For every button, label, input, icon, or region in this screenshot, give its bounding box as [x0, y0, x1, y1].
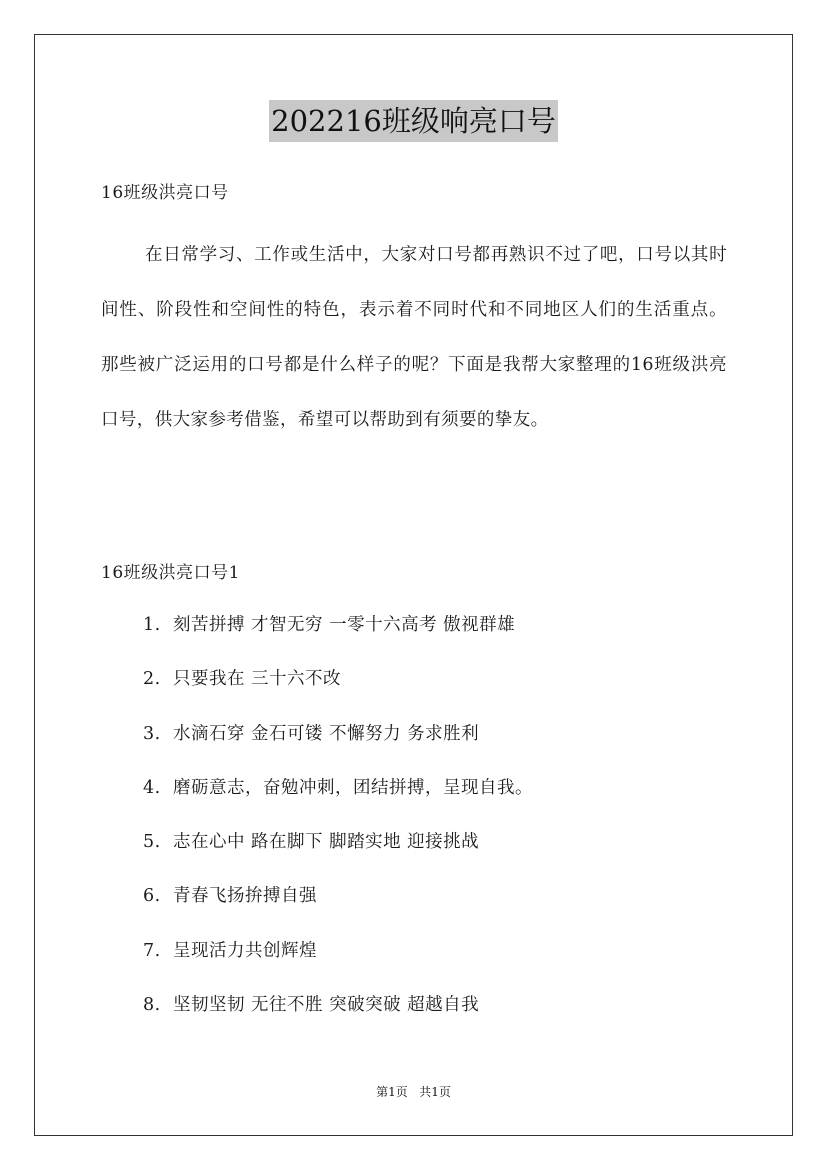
list-item — [143, 827, 533, 881]
list-item-text: 水滴石穿 金石可镂 不懈努力 务求胜利 — [173, 723, 480, 744]
list-item-text: 磨砺意志，奋勉冲刺，团结拼搏，呈现自我。 — [173, 777, 533, 798]
list-item-text: 呈现活力共创辉煌 — [173, 940, 317, 961]
intro-paragraph: 在日常学习、工作或生活中，大家对口号都再熟识不过了吧，口号以其时间性、阶段性和空间性的特色，表示着不同时代和不同地区人们的生活重点。那些被广泛运用的口号都是什么样子的呢？下面是我帮大家整理的16班级洪亮口号，供大家参考借鉴，希望可以帮助到有须要的挚友。 — [101, 245, 727, 430]
subheading: 16班级洪亮口号 — [101, 183, 229, 203]
list-item-text: 青春飞扬拚搏自强 — [173, 886, 317, 907]
list-item — [143, 881, 533, 935]
list-item-text: 坚韧坚韧 无往不胜 突破突破 超越自我 — [173, 995, 480, 1016]
total-pages: 共1页 — [419, 1085, 451, 1099]
list-item-number: 3. — [143, 723, 161, 744]
list-item-number: 8. — [143, 995, 161, 1016]
document-title: 202216班级响亮口号 — [269, 100, 558, 142]
list-item-text: 只要我在 三十六不改 — [173, 669, 342, 690]
list-item-number: 2. — [143, 669, 161, 690]
page-footer — [0, 1083, 827, 1101]
list-item-text: 刻苦拼搏 才智无穷 一零十六高考 傲视群雄 — [173, 615, 516, 635]
list-item-number: 1. — [143, 615, 161, 635]
slogan-list — [143, 610, 533, 1044]
list-item — [143, 610, 533, 664]
list-item — [143, 664, 533, 718]
list-item — [143, 773, 533, 827]
section-heading: 16班级洪亮口号1 — [101, 563, 240, 583]
list-item-number: 4. — [143, 777, 161, 798]
page-number: 第1页 — [376, 1085, 408, 1099]
list-item-text: 志在心中 路在脚下 脚踏实地 迎接挑战 — [173, 832, 480, 853]
list-item-number: 6. — [143, 886, 161, 907]
list-item-number: 5. — [143, 832, 161, 853]
title-container — [0, 100, 827, 142]
list-item-number: 7. — [143, 940, 161, 961]
list-item — [143, 990, 533, 1044]
list-item — [143, 719, 533, 773]
list-item — [143, 936, 533, 990]
